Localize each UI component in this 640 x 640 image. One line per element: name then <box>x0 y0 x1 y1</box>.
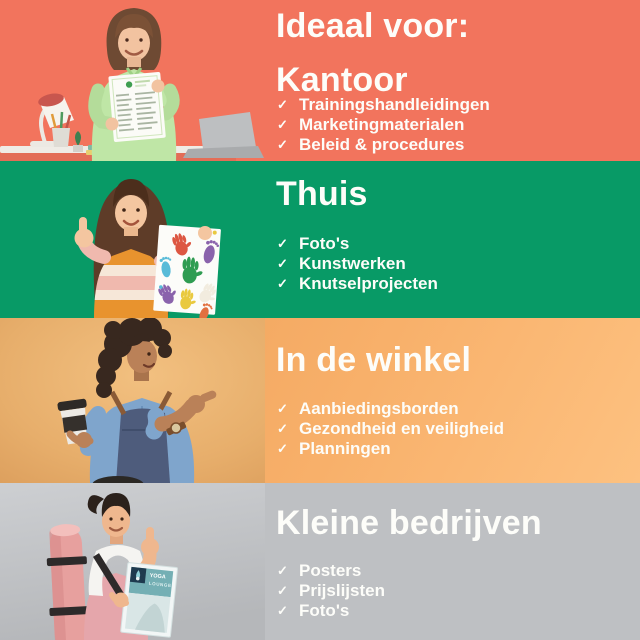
page-title: Ideaal voor: <box>276 7 470 45</box>
section-kantoor <box>0 0 640 161</box>
checklist-item-label: Foto's <box>299 234 350 253</box>
check-icon: ✓ <box>277 603 288 618</box>
poster-title-text: YOGA <box>149 572 167 581</box>
checklist-item <box>277 135 490 155</box>
office-illustration <box>0 0 265 161</box>
check-icon: ✓ <box>277 256 288 271</box>
check-icon: ✓ <box>277 97 288 112</box>
home-illustration <box>0 161 265 318</box>
yoga-poster <box>121 562 178 637</box>
office-person <box>92 8 176 161</box>
photo-shop-barista <box>0 318 265 483</box>
checklist-item-label: Trainingshandleidingen <box>299 95 490 114</box>
checklist <box>277 561 385 621</box>
check-icon: ✓ <box>277 441 288 456</box>
check-icon: ✓ <box>277 401 288 416</box>
checklist-item-label: Planningen <box>299 439 391 458</box>
section-heading: Kantoor <box>276 61 408 99</box>
checklist-item <box>277 581 385 601</box>
section-content <box>276 318 634 483</box>
gripping-hand <box>114 593 129 608</box>
photo-girl-artwork <box>0 161 265 318</box>
checklist-item <box>277 254 438 274</box>
section-thuis <box>0 161 640 318</box>
checklist-item-label: Beleid & procedures <box>299 135 465 154</box>
check-icon: ✓ <box>277 421 288 436</box>
section-in-de-winkel <box>0 318 640 483</box>
section-kleine-bedrijven <box>0 483 640 640</box>
gripping-hand <box>198 226 212 240</box>
checklist-item-label: Knutselprojecten <box>299 274 438 293</box>
section-content <box>276 161 634 318</box>
small-business-illustration <box>0 483 265 640</box>
checklist-item <box>277 419 504 439</box>
check-icon: ✓ <box>277 236 288 251</box>
check-icon: ✓ <box>277 563 288 578</box>
check-icon: ✓ <box>277 583 288 598</box>
handprint-artwork <box>153 225 226 318</box>
checklist <box>277 399 504 459</box>
section-heading: Thuis <box>276 175 368 213</box>
photo-office-woman <box>0 0 265 161</box>
checklist-item <box>277 274 438 294</box>
checklist-item <box>277 439 504 459</box>
checklist-item-label: Gezondheid en veiligheid <box>299 419 504 438</box>
check-icon: ✓ <box>277 276 288 291</box>
checklist-item <box>277 95 490 115</box>
checklist-item-label: Aanbiedingsborden <box>299 399 459 418</box>
checklist-item <box>277 561 385 581</box>
checklist <box>277 95 490 155</box>
checklist-item <box>277 234 438 254</box>
checklist <box>277 234 438 294</box>
checklist-item-label: Marketingmaterialen <box>299 115 465 134</box>
section-heading: Kleine bedrijven <box>276 504 542 542</box>
section-heading: In de winkel <box>276 341 472 379</box>
check-icon: ✓ <box>277 137 288 152</box>
checklist-item <box>277 399 504 419</box>
laptop-icon <box>183 112 264 158</box>
section-content <box>276 483 634 640</box>
poster-subtitle-text: LOUNGE <box>148 580 172 589</box>
checklist-item <box>277 115 490 135</box>
checklist-item-label: Kunstwerken <box>299 254 406 273</box>
checklist-item-label: Foto's <box>299 601 350 620</box>
checklist-item-label: Posters <box>299 561 362 580</box>
shop-illustration <box>0 318 265 483</box>
checklist-item-label: Prijslijsten <box>299 581 385 600</box>
checklist-item <box>277 601 385 621</box>
section-content <box>276 0 634 161</box>
check-icon: ✓ <box>277 117 288 132</box>
photo-yoga-woman <box>0 483 265 640</box>
